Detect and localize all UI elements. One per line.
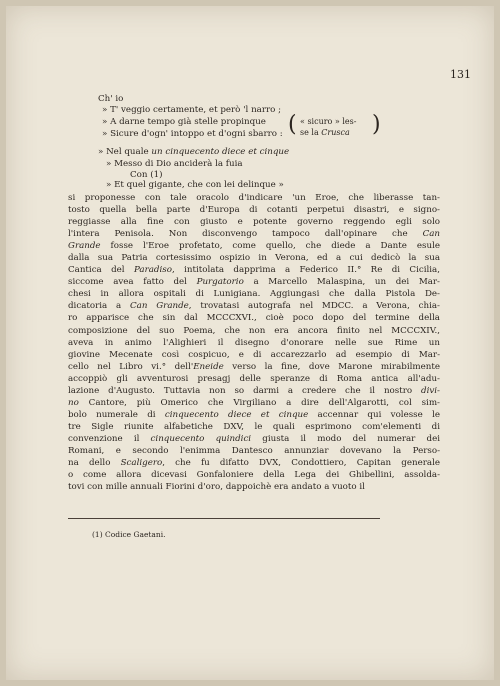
body-text-run: Cantore, più Omerico che Virgiliano a dire dell'Algarotti, col sim-: [78, 397, 440, 408]
body-paragraph: [68, 192, 440, 493]
body-text-run: , intitolata dapprima a Federico II.° Re di Cicilia,: [171, 265, 440, 276]
body-italic-run: cinquecento diece et cinque: [164, 409, 309, 420]
body-text-run: chesi in allora ospitali di Lunigiana. Aggiungasi che dalla Pistola De-: [68, 289, 440, 300]
brace-note-line-2-text: se la: [300, 128, 322, 137]
body-text-run: convenzione il: [68, 433, 151, 444]
body-italic-run: Can Grande: [130, 301, 189, 312]
body-line: [68, 445, 440, 457]
body-line: [68, 457, 440, 469]
body-text-run: cello nel Libro vi.° dell': [68, 361, 194, 372]
body-text-run: Romani, e secondo l'enimma Dantesco annunziar dovevano la Perso-: [68, 445, 440, 456]
body-line: [68, 373, 440, 385]
body-text-run: tovi con mille annuali Fiorini d'oro, dappoichè era andato a vuoto il: [68, 482, 365, 493]
body-line: [68, 216, 440, 228]
body-line: [68, 252, 440, 264]
verse-line-1: Ch' io: [98, 94, 124, 104]
book-page: [6, 6, 494, 680]
verse-line-8: » Et quel gigante, che con lei delinque »: [106, 180, 284, 190]
body-text-run: o come allora dicevasi Gonfaloniere della Lega dei Ghibellini, assolda-: [68, 470, 440, 481]
brace-note: [288, 112, 381, 138]
body-text-run: a Marcello Malaspina, un dei Mar-: [243, 277, 440, 288]
left-brace-glyph: (: [288, 112, 297, 137]
body-italic-run: Grande: [68, 241, 101, 252]
body-text-run: accoppiò gli avventurosi presagj delle speranze di Roma antica all'adu-: [68, 373, 440, 384]
body-text-run: , che fu difatto DVX, Condottiero, Capitan generale: [162, 458, 440, 469]
body-italic-run: Paradiso: [133, 265, 172, 276]
body-line: [68, 192, 440, 204]
body-text-run: si proponesse con tale oracolo d'indicare 'un Eroe, che liberasse tan-: [68, 193, 440, 203]
body-text-run: l'intera Penisola. Non disconvengo tampoco dall'opinare che: [68, 229, 423, 240]
body-italic-run: Eneide: [193, 361, 224, 372]
brace-note-line-2: [300, 128, 350, 137]
body-line: [68, 300, 440, 312]
body-line: [68, 264, 440, 276]
body-text-run: Cantica del: [68, 265, 134, 276]
body-text-run: verso la fine, dove Marone mirabilmente: [223, 361, 440, 372]
body-text-run: ro apparisce che sin dal MCCCXVI., cioè poco dopo del termine della: [68, 313, 440, 324]
body-line: [68, 204, 440, 216]
body-text-run: giusta il modo del numerar dei: [251, 433, 440, 444]
body-italic-run: Scaligero: [120, 458, 163, 469]
body-line: [68, 409, 440, 421]
body-line: [68, 228, 440, 240]
body-italic-run: no: [68, 397, 79, 408]
footnote-rule: [68, 518, 380, 519]
body-text-run: , trovatasi autografa nel MDCC. a Verona, chia-: [188, 301, 440, 312]
body-text-run: giovine Mecenate così cospicuo, e di accarezzarlo ad esempio di Mar-: [68, 349, 440, 360]
body-italic-run: divi-: [421, 385, 440, 396]
verse-line-5-italic: un cinquecento diece et cinque: [151, 147, 290, 157]
body-text-run: tosto quella bella parte d'Europa di cotanti perpetui disastri, e signo-: [68, 205, 440, 216]
footnote: (1) Codice Gaetani.: [92, 530, 166, 539]
verse-line-5: [98, 147, 289, 158]
brace-note-line-1: « sicuro » les-: [300, 117, 357, 126]
body-line: [68, 288, 440, 300]
page-number: 131: [450, 68, 471, 81]
body-text-run: composizione del suo Poema, che non era ancora finito nel MCCCXIV.,: [68, 325, 440, 336]
body-text-run: dalla sua Patria cortesissimo ospizio in Verona, ed a cui dedicò la sua: [68, 253, 440, 264]
verse-line-4: » Sicure d'ogn' intoppo et d'ogni sbarro :: [102, 129, 283, 139]
body-line: [68, 469, 440, 481]
body-text-run: aveva in animo l'Alighieri il disegno d'onorare nelle sue Rime un: [68, 337, 440, 348]
body-text-run: tre Sigle riunite alfabetiche DXV, le quali esprimono com'elementi di: [68, 421, 440, 432]
body-text-run: reggiasse alla fine con giusto e potente governo reggendo egli solo: [68, 217, 440, 228]
body-line: [68, 337, 440, 349]
body-line: [68, 349, 440, 361]
body-text-run: lazione d'Augusto. Tuttavia non so darmi a credere che il nostro: [68, 385, 422, 396]
right-brace-glyph: ): [372, 112, 381, 137]
body-text-run: accennar qui volesse le: [308, 409, 440, 420]
body-line: [68, 325, 440, 337]
body-text-run: dicatoria a: [68, 301, 130, 312]
body-italic-run: cinquecento quindici: [150, 433, 252, 444]
body-line: [68, 312, 440, 324]
verse-line-3: » A darne tempo già stelle propinque: [102, 117, 266, 127]
verse-line-6: » Messo di Dio anciderà la fuia: [106, 159, 243, 169]
body-line: [68, 361, 440, 373]
body-line: [68, 276, 440, 288]
body-line: [68, 421, 440, 433]
body-text-run: fosse l'Eroe profetato, come quello, che diede a Dante esule: [100, 241, 440, 252]
brace-note-line-2-italic: Crusca: [321, 128, 350, 137]
verse-line-5-text: » Nel quale: [98, 147, 152, 157]
body-text-run: na dello: [68, 458, 121, 469]
body-line: [68, 481, 440, 493]
body-line: [68, 397, 440, 409]
body-text-run: siccome avea fatto del: [68, 277, 197, 288]
verse-line-7: Con (1): [130, 170, 163, 180]
verse-line-2: » T' veggio certamente, et però 'l narro ;: [102, 105, 282, 115]
body-line: [68, 433, 440, 445]
body-italic-run: Purgatorio: [196, 277, 244, 288]
body-line: [68, 385, 440, 397]
body-line: [68, 240, 440, 252]
body-text-run: bolo numerale di: [68, 409, 165, 420]
body-italic-run: Can: [422, 229, 440, 240]
